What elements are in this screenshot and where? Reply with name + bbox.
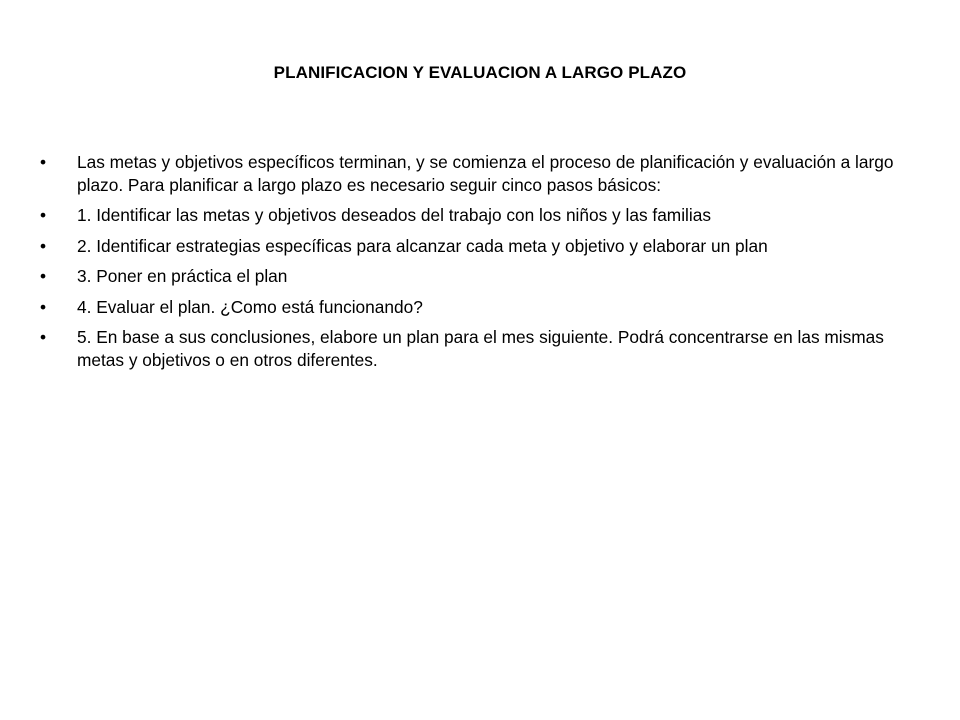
bullet-item: [40, 204, 900, 227]
bullet-dot-icon: •: [40, 205, 47, 225]
bullet-text: 2. Identificar estrategias específicas para alcanzar cada meta y objetivo y elaborar un plan: [77, 235, 768, 256]
bullet-dot-icon: •: [40, 266, 47, 286]
bullet-text: Las metas y objetivos específicos terminan, y se comienza el proceso de planificación y evaluación a largo plazo. Para planificar a largo plazo es necesario seguir cinco pasos básicos:: [77, 152, 894, 195]
slide-title: PLANIFICACION Y EVALUACION A LARGO PLAZO: [273, 63, 687, 82]
bullet-item: [40, 265, 900, 288]
bullet-text: 3. Poner en práctica el plan: [77, 266, 288, 286]
bullet-dot-icon: •: [40, 235, 47, 256]
bullet-text: 4. Evaluar el plan. ¿Como está funcionando?: [77, 296, 423, 317]
bullet-list: [40, 151, 900, 379]
bullet-item: [40, 235, 900, 258]
bullet-dot-icon: •: [40, 327, 47, 347]
bullet-item: [40, 326, 900, 371]
bullet-item: [40, 151, 900, 196]
bullet-text: 1. Identificar las metas y objetivos deseados del trabajo con los niños y las familias: [77, 205, 711, 225]
bullet-dot-icon: •: [40, 296, 47, 317]
bullet-dot-icon: •: [40, 152, 47, 172]
bullet-text: 5. En base a sus conclusiones, elabore un plan para el mes siguiente. Podrá concentrarse en las mismas metas y objetivos o en otros diferentes.: [77, 327, 884, 370]
bullet-item: [40, 296, 900, 319]
